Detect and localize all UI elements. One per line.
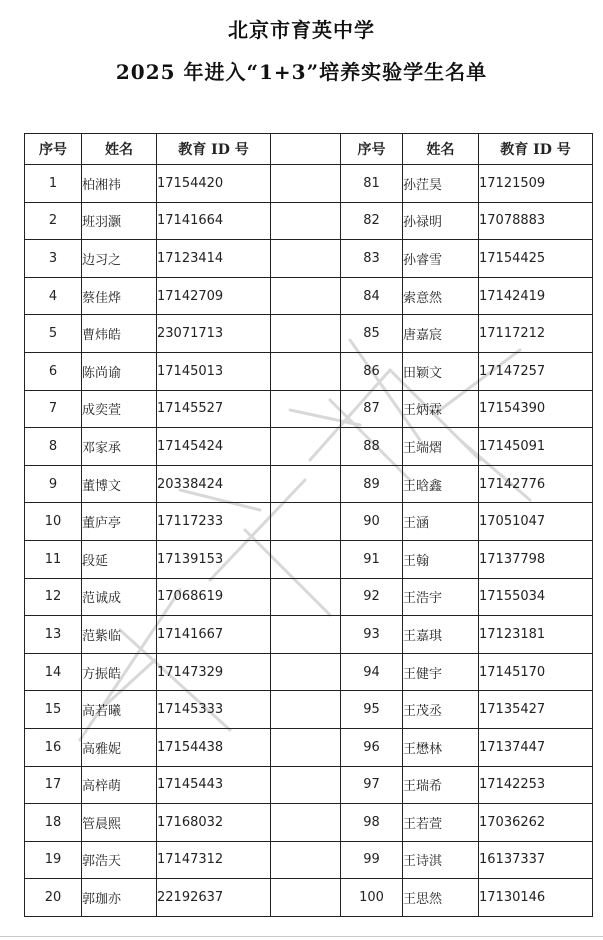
edu-id-cell: 17117212 <box>479 315 593 353</box>
name-cell: 王瑞希 <box>403 766 479 804</box>
table-row <box>25 503 593 541</box>
table-row <box>25 841 593 879</box>
page-bottom-rule <box>0 936 603 937</box>
name-cell: 蔡佳烨 <box>82 277 157 315</box>
edu-id-cell: 22192637 <box>157 879 271 917</box>
header-edu-id: 教育 ID 号 <box>157 134 271 165</box>
name-cell: 管晨熙 <box>82 804 157 842</box>
edu-id-cell: 17154420 <box>157 165 271 203</box>
edu-id-cell: 17145424 <box>157 428 271 466</box>
seq-cell: 4 <box>25 277 82 315</box>
seq-cell: 91 <box>341 540 403 578</box>
seq-cell: 9 <box>25 465 82 503</box>
edu-id-cell: 17154438 <box>157 728 271 766</box>
column-gap <box>271 616 341 654</box>
column-gap <box>271 503 341 541</box>
edu-id-cell: 17142776 <box>479 465 593 503</box>
seq-cell: 98 <box>341 804 403 842</box>
table-row <box>25 352 593 390</box>
column-gap <box>271 165 341 203</box>
edu-id-cell: 17145443 <box>157 766 271 804</box>
seq-cell: 95 <box>341 691 403 729</box>
table-row <box>25 240 593 278</box>
name-cell: 董庐亭 <box>82 503 157 541</box>
edu-id-cell: 17155034 <box>479 578 593 616</box>
name-cell: 董博文 <box>82 465 157 503</box>
edu-id-cell: 17123181 <box>479 616 593 654</box>
header-name: 姓名 <box>403 134 479 165</box>
header-seq: 序号 <box>25 134 82 165</box>
seq-cell: 93 <box>341 616 403 654</box>
seq-cell: 6 <box>25 352 82 390</box>
student-roster-table <box>24 133 593 917</box>
edu-id-cell: 17145013 <box>157 352 271 390</box>
edu-id-cell: 17068619 <box>157 578 271 616</box>
seq-cell: 3 <box>25 240 82 278</box>
seq-cell: 11 <box>25 540 82 578</box>
column-gap <box>271 202 341 240</box>
seq-cell: 16 <box>25 728 82 766</box>
name-cell: 王诗淇 <box>403 841 479 879</box>
name-cell: 郭浩天 <box>82 841 157 879</box>
header-name: 姓名 <box>82 134 157 165</box>
edu-id-cell: 17142709 <box>157 277 271 315</box>
name-cell: 高雅妮 <box>82 728 157 766</box>
table-row <box>25 691 593 729</box>
edu-id-cell: 17168032 <box>157 804 271 842</box>
name-cell: 索意然 <box>403 277 479 315</box>
edu-id-cell: 17137447 <box>479 728 593 766</box>
table-row <box>25 578 593 616</box>
name-cell: 孙禄明 <box>403 202 479 240</box>
name-cell: 王若萱 <box>403 804 479 842</box>
table-row <box>25 653 593 691</box>
table-row <box>25 428 593 466</box>
table-row <box>25 540 593 578</box>
seq-cell: 89 <box>341 465 403 503</box>
column-gap <box>271 315 341 353</box>
name-cell: 高若曦 <box>82 691 157 729</box>
edu-id-cell: 17142419 <box>479 277 593 315</box>
column-gap <box>271 653 341 691</box>
column-gap <box>271 390 341 428</box>
edu-id-cell: 17145527 <box>157 390 271 428</box>
seq-cell: 100 <box>341 879 403 917</box>
column-gap <box>271 540 341 578</box>
edu-id-cell: 17145333 <box>157 691 271 729</box>
name-cell: 王茂丞 <box>403 691 479 729</box>
seq-cell: 2 <box>25 202 82 240</box>
name-cell: 曹炜皓 <box>82 315 157 353</box>
column-gap <box>271 277 341 315</box>
name-cell: 王炳霖 <box>403 390 479 428</box>
seq-cell: 1 <box>25 165 82 203</box>
seq-cell: 82 <box>341 202 403 240</box>
name-cell: 陈尚谕 <box>82 352 157 390</box>
table-row <box>25 202 593 240</box>
name-cell: 王晗鑫 <box>403 465 479 503</box>
name-cell: 范紫临 <box>82 616 157 654</box>
name-cell: 王思然 <box>403 879 479 917</box>
header-edu-id: 教育 ID 号 <box>479 134 593 165</box>
column-gap <box>271 728 341 766</box>
edu-id-cell: 17135427 <box>479 691 593 729</box>
seq-cell: 97 <box>341 766 403 804</box>
column-gap <box>271 804 341 842</box>
name-cell: 唐嘉宸 <box>403 315 479 353</box>
name-cell: 王嘉琪 <box>403 616 479 654</box>
edu-id-cell: 17139153 <box>157 540 271 578</box>
seq-cell: 83 <box>341 240 403 278</box>
column-gap <box>271 766 341 804</box>
name-cell: 成奕萱 <box>82 390 157 428</box>
edu-id-cell: 17147329 <box>157 653 271 691</box>
table-row <box>25 315 593 353</box>
edu-id-cell: 17121509 <box>479 165 593 203</box>
name-cell: 方振皓 <box>82 653 157 691</box>
column-gap <box>271 465 341 503</box>
column-gap <box>271 352 341 390</box>
seq-cell: 17 <box>25 766 82 804</box>
seq-cell: 94 <box>341 653 403 691</box>
name-cell: 段延 <box>82 540 157 578</box>
edu-id-cell: 17051047 <box>479 503 593 541</box>
header-seq: 序号 <box>341 134 403 165</box>
seq-cell: 15 <box>25 691 82 729</box>
edu-id-cell: 17141667 <box>157 616 271 654</box>
table-row <box>25 465 593 503</box>
table-row <box>25 277 593 315</box>
column-gap <box>271 879 341 917</box>
name-cell: 邓家承 <box>82 428 157 466</box>
column-gap <box>271 240 341 278</box>
seq-cell: 99 <box>341 841 403 879</box>
table-row <box>25 879 593 917</box>
table-header-row <box>25 134 593 165</box>
table-row <box>25 165 593 203</box>
edu-id-cell: 17130146 <box>479 879 593 917</box>
edu-id-cell: 17147312 <box>157 841 271 879</box>
table-row <box>25 616 593 654</box>
column-gap <box>271 578 341 616</box>
edu-id-cell: 16137337 <box>479 841 593 879</box>
seq-cell: 13 <box>25 616 82 654</box>
table-row <box>25 766 593 804</box>
name-cell: 王涵 <box>403 503 479 541</box>
seq-cell: 92 <box>341 578 403 616</box>
edu-id-cell: 17147257 <box>479 352 593 390</box>
column-gap <box>271 841 341 879</box>
name-cell: 班羽灏 <box>82 202 157 240</box>
edu-id-cell: 17142253 <box>479 766 593 804</box>
name-cell: 王健宇 <box>403 653 479 691</box>
edu-id-cell: 17036262 <box>479 804 593 842</box>
seq-cell: 19 <box>25 841 82 879</box>
name-cell: 王端熠 <box>403 428 479 466</box>
edu-id-cell: 17141664 <box>157 202 271 240</box>
name-cell: 郭珈亦 <box>82 879 157 917</box>
name-cell: 孙睿雪 <box>403 240 479 278</box>
edu-id-cell: 20338424 <box>157 465 271 503</box>
document-title: 北京市育英中学 <box>228 18 375 42</box>
seq-cell: 14 <box>25 653 82 691</box>
seq-cell: 88 <box>341 428 403 466</box>
edu-id-cell: 17154390 <box>479 390 593 428</box>
edu-id-cell: 17117233 <box>157 503 271 541</box>
seq-cell: 87 <box>341 390 403 428</box>
seq-cell: 90 <box>341 503 403 541</box>
name-cell: 王懋林 <box>403 728 479 766</box>
seq-cell: 12 <box>25 578 82 616</box>
name-cell: 柏湘祎 <box>82 165 157 203</box>
table-row <box>25 728 593 766</box>
column-gap <box>271 428 341 466</box>
name-cell: 范诚成 <box>82 578 157 616</box>
seq-cell: 86 <box>341 352 403 390</box>
seq-cell: 18 <box>25 804 82 842</box>
seq-cell: 10 <box>25 503 82 541</box>
name-cell: 孙茳昊 <box>403 165 479 203</box>
name-cell: 王翰 <box>403 540 479 578</box>
name-cell: 王浩宇 <box>403 578 479 616</box>
edu-id-cell: 17123414 <box>157 240 271 278</box>
edu-id-cell: 17145091 <box>479 428 593 466</box>
name-cell: 田颖文 <box>403 352 479 390</box>
table-row <box>25 804 593 842</box>
seq-cell: 20 <box>25 879 82 917</box>
name-cell: 高梓萌 <box>82 766 157 804</box>
seq-cell: 7 <box>25 390 82 428</box>
edu-id-cell: 17145170 <box>479 653 593 691</box>
name-cell: 边习之 <box>82 240 157 278</box>
seq-cell: 85 <box>341 315 403 353</box>
seq-cell: 84 <box>341 277 403 315</box>
seq-cell: 8 <box>25 428 82 466</box>
seq-cell: 5 <box>25 315 82 353</box>
column-gap <box>271 134 341 165</box>
edu-id-cell: 17078883 <box>479 202 593 240</box>
edu-id-cell: 23071713 <box>157 315 271 353</box>
table-row <box>25 390 593 428</box>
seq-cell: 81 <box>341 165 403 203</box>
column-gap <box>271 691 341 729</box>
seq-cell: 96 <box>341 728 403 766</box>
document-subtitle: 2025 年进入“1+3”培养实验学生名单 <box>115 60 488 84</box>
edu-id-cell: 17154425 <box>479 240 593 278</box>
edu-id-cell: 17137798 <box>479 540 593 578</box>
